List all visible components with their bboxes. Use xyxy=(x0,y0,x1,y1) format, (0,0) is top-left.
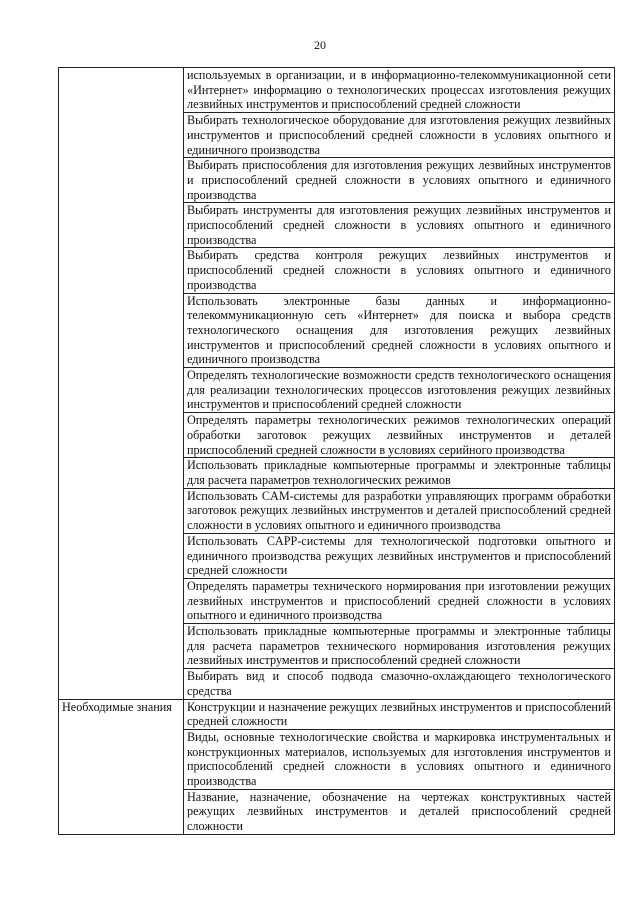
table-row xyxy=(59,203,615,248)
skill-item: Определять параметры технологических режимов технологических операций обработки заготовок режущих лезвийных инструментов и деталей приспособлений средней сложности в условиях серийного производства xyxy=(184,413,615,458)
skill-item: Использовать прикладные компьютерные программы и электронные таблицы для расчета параметров технологических режимов xyxy=(184,458,615,488)
skill-item: Использовать CAM-системы для разработки управляющих программ обработки заготовок режущих лезвийных инструментов и деталей приспособлений средней сложности в условиях опытного и единичного производства xyxy=(184,488,615,533)
table-row xyxy=(59,458,615,488)
skill-item: Выбирать средства контроля режущих лезвийных инструментов и приспособлений средней сложности в условиях опытного и единичного производства xyxy=(184,248,615,293)
table-row xyxy=(59,624,615,669)
knowledge-label: Необходимые знания xyxy=(59,699,184,834)
skill-item: Использовать прикладные компьютерные программы и электронные таблицы для расчета параметров технического нормирования изготовления режущих лезвийных инструментов и приспособлений средней сложности xyxy=(184,624,615,669)
table-row xyxy=(59,578,615,623)
table-row xyxy=(59,488,615,533)
skill-item: Выбирать приспособления для изготовления режущих лезвийных инструментов и приспособлений средней сложности в условиях опытного и единичного производства xyxy=(184,158,615,203)
skill-item: используемых в организации, и в информационно-телекоммуникационной сети «Интернет» информацию о технологических процессах изготовления режущих лезвийных инструментов и приспособлений средней сложности xyxy=(184,68,615,113)
table-row xyxy=(59,533,615,578)
skill-item: Выбирать вид и способ подвода смазочно-охлаждающего технологического средства xyxy=(184,669,615,699)
table-row xyxy=(59,368,615,413)
table-row xyxy=(59,113,615,158)
skills-label-cell xyxy=(59,68,184,113)
requirements-table xyxy=(58,67,615,835)
knowledge-item: Конструкции и назначение режущих лезвийных инструментов и приспособлений средней сложности xyxy=(184,699,615,729)
table-row xyxy=(59,68,615,113)
skill-item: Выбирать инструменты для изготовления режущих лезвийных инструментов и приспособлений средней сложности в условиях опытного и единичного производства xyxy=(184,203,615,248)
table-row xyxy=(59,248,615,293)
skill-item: Определять технологические возможности средств технологического оснащения для реализации технологических процессов изготовления режущих лезвийных инструментов и приспособлений средней сложности xyxy=(184,368,615,413)
table-row xyxy=(59,158,615,203)
page-number: 20 xyxy=(314,38,326,52)
table-row xyxy=(59,413,615,458)
knowledge-item: Название, назначение, обозначение на чертежах конструктивных частей режущих лезвийных инструментов и деталей приспособлений средней сложности xyxy=(184,789,615,834)
skill-item: Определять параметры технического нормирования при изготовлении режущих лезвийных инструментов и приспособлений средней сложности в условиях опытного и единичного производства xyxy=(184,578,615,623)
table-row xyxy=(59,699,615,729)
table-row xyxy=(59,669,615,699)
skill-item: Использовать электронные базы данных и информационно-телекоммуникационную сеть «Интернет» для поиска и выбора средств технологического оснащения для изготовления режущих лезвийных инструментов и приспособлений средней сложности в условиях опытного и единичного производства xyxy=(184,293,615,368)
skill-item: Выбирать технологическое оборудование для изготовления режущих лезвийных инструментов и приспособлений средней сложности в условиях опытного и единичного производства xyxy=(184,113,615,158)
table-row xyxy=(59,293,615,368)
knowledge-item: Виды, основные технологические свойства и маркировка инструментальных и конструкционных материалов, используемых для изготовления инструментов и приспособлений средней сложности в условиях опытного и единичного производства xyxy=(184,729,615,789)
skill-item: Использовать CAPP-системы для технологической подготовки опытного и единичного производства режущих лезвийных инструментов и приспособлений средней сложности xyxy=(184,533,615,578)
